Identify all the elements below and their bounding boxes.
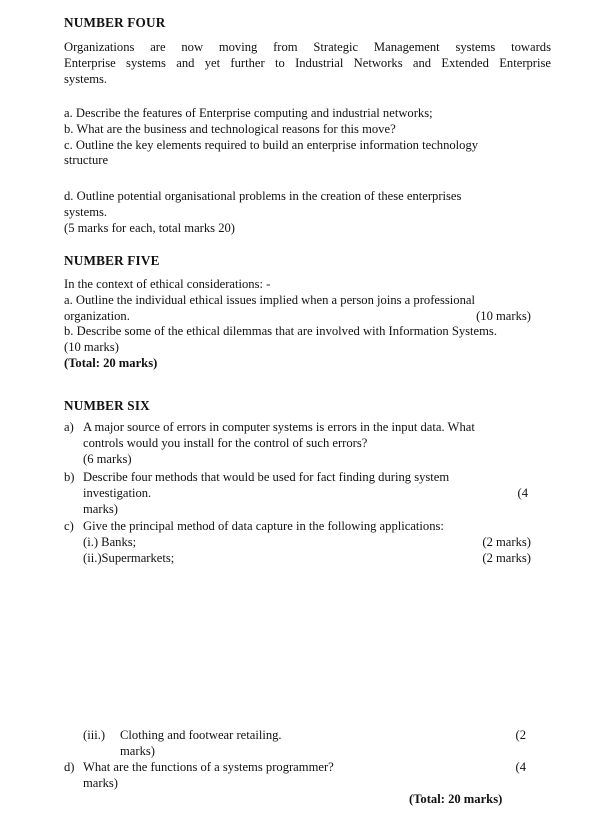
question-6b-line-1: Describe four methods that would be used for fact finding during system xyxy=(83,470,450,484)
question-6b-text: investigation. xyxy=(83,485,152,500)
heading-number-four: NUMBER FOUR xyxy=(64,15,166,30)
number-five-body xyxy=(64,277,548,372)
question-6b-marks-part-2: marks) xyxy=(83,501,118,516)
question-6c-ii xyxy=(83,551,531,567)
question-6b-label: b) xyxy=(64,470,75,484)
question-6d-marks-part-1: (4 xyxy=(515,760,526,774)
number-four-marks: (5 marks for each, total marks 20) xyxy=(64,220,236,235)
question-5a-line-2 xyxy=(64,309,548,325)
intro-line-2: Enterprise systems and yet further to Industrial Networks and Extended Enterprise xyxy=(64,55,551,70)
question-6c-i xyxy=(83,535,531,551)
question-6b-line-2 xyxy=(83,486,528,502)
question-6b xyxy=(83,470,528,517)
question-6d-text: What are the functions of a systems programmer? xyxy=(83,760,334,774)
question-4b: b. What are the business and technological reasons for this move? xyxy=(64,121,396,136)
question-6d-marks-part-2: marks) xyxy=(83,775,118,790)
question-4d-line-1: d. Outline potential organisational problems in the creation of these enterprises xyxy=(64,189,462,203)
question-6c xyxy=(83,519,531,566)
question-6c-iii-label: (iii.) xyxy=(83,728,106,742)
number-six-total: (Total: 20 marks) xyxy=(409,792,503,806)
question-6d-label: d) xyxy=(64,760,75,774)
number-five-intro: In the context of ethical considerations: - xyxy=(64,277,271,291)
question-6c-i-text: (i.) Banks; xyxy=(83,534,137,549)
number-four-intro xyxy=(64,40,551,87)
question-6c-iii-marks-part-2: marks) xyxy=(120,743,155,758)
question-5a-line-1: a. Outline the individual ethical issues implied when a person joins a professional xyxy=(64,292,475,307)
question-6a-line-1: A major source of errors in computer systems is errors in the input data. What xyxy=(83,420,475,434)
question-5b: b. Describe some of the ethical dilemmas that are involved with Information Systems. xyxy=(64,324,497,339)
number-four-question-d xyxy=(64,189,551,236)
intro-line-3: systems. xyxy=(64,71,108,86)
question-6c-ii-text: (ii.)Supermarkets; xyxy=(83,550,175,565)
question-6c-label: c) xyxy=(64,519,74,533)
question-6c-ii-marks: (2 marks) xyxy=(482,550,531,565)
question-6c-i-marks: (2 marks) xyxy=(482,534,531,549)
question-6c-iii xyxy=(120,728,526,760)
question-6a-line-2: controls would you install for the control of such errors? xyxy=(83,435,368,450)
heading-number-five: NUMBER FIVE xyxy=(64,253,160,268)
question-5a-marks: (10 marks) xyxy=(476,308,531,323)
question-4a: a. Describe the features of Enterprise computing and industrial networks; xyxy=(64,106,433,120)
number-four-questions xyxy=(64,106,551,169)
question-6d-line-1 xyxy=(83,760,526,776)
question-4d-line-2: systems. xyxy=(64,204,108,219)
question-5a-text: organization. xyxy=(64,308,130,323)
question-4c-line-1: c. Outline the key elements required to build an enterprise information technology xyxy=(64,137,479,152)
question-6a-marks: (6 marks) xyxy=(83,451,132,466)
question-6c-iii-marks-part-1: (2 xyxy=(515,728,526,742)
question-6c-iii-text: Clothing and footwear retailing. xyxy=(120,728,282,742)
question-5b-marks: (10 marks) xyxy=(64,340,119,355)
question-6a-label: a) xyxy=(64,420,74,434)
question-4c-line-2: structure xyxy=(64,153,109,168)
heading-number-six: NUMBER SIX xyxy=(64,398,150,413)
question-6c-iii-line-1 xyxy=(120,728,526,744)
question-6a xyxy=(83,420,533,467)
number-five-total: (Total: 20 marks) xyxy=(64,355,158,370)
question-6b-marks-part-1: (4 xyxy=(517,485,528,500)
question-6c-line-1: Give the principal method of data capture in the following applications: xyxy=(83,519,444,533)
question-6d xyxy=(83,760,526,792)
intro-line-1: Organizations are now moving from Strategic Management systems towards xyxy=(64,40,551,54)
